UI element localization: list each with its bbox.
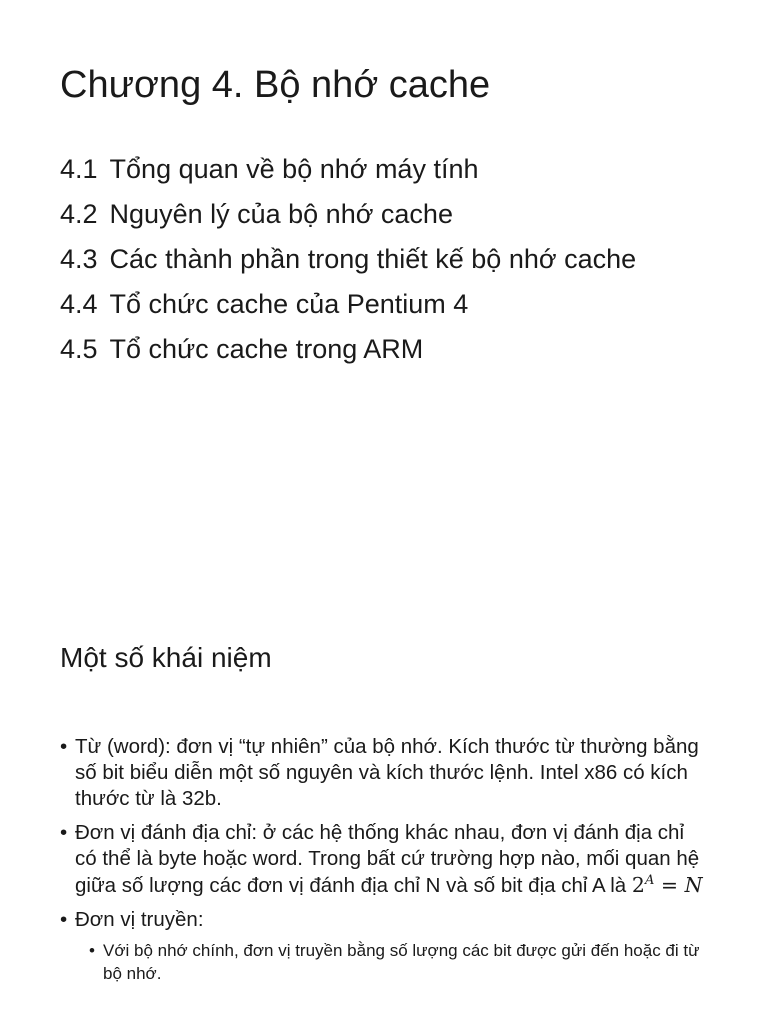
sub-bullet-text: Với bộ nhớ chính, đơn vị truyền bằng số lượng các bit được gửi đến hoặc đi từ bộ nhớ.: [103, 941, 700, 983]
toc-item-number: 4.3: [60, 244, 98, 274]
sub-bullet: [89, 939, 710, 985]
bullet-transfer-unit: [60, 907, 710, 985]
toc-item-number: 4.2: [60, 199, 98, 229]
toc-item: [60, 332, 700, 366]
bullet-text: Đơn vị đánh địa chỉ: ở các hệ thống khác nhau, đơn vị đánh địa chỉ có thể là byte hoặc word. Trong bất cứ trường hợp nào, mối quan hệ giữa số lượng các đơn vị đánh địa chỉ N và số bit địa chỉ A là: [75, 821, 700, 897]
formula-base: 2: [631, 873, 645, 897]
toc-item-text: Tổ chức cache của Pentium 4: [109, 289, 469, 319]
toc-item-number: 4.1: [60, 154, 98, 184]
table-of-contents: [60, 152, 700, 377]
toc-item-text: Nguyên lý của bộ nhớ cache: [109, 199, 453, 229]
formula: [632, 873, 703, 897]
toc-item-number: 4.5: [60, 334, 98, 364]
toc-item-text: Các thành phần trong thiết kế bộ nhớ cache: [109, 244, 637, 274]
toc-item: [60, 152, 700, 186]
formula-rhs: N: [684, 873, 703, 897]
toc-item: [60, 287, 700, 321]
formula-equals: =: [660, 873, 679, 897]
formula-exponent: A: [644, 873, 655, 888]
toc-item-text: Tổng quan về bộ nhớ máy tính: [109, 154, 479, 184]
chapter-title: Chương 4. Bộ nhớ cache: [60, 64, 491, 106]
bullet-list: [60, 734, 710, 993]
bullet-word: [60, 734, 710, 812]
toc-item-text: Tổ chức cache trong ARM: [109, 334, 424, 364]
toc-item: [60, 197, 700, 231]
bullet-text: Đơn vị truyền:: [75, 908, 204, 931]
bullet-mark: •: [60, 821, 68, 844]
toc-item: [60, 242, 700, 276]
toc-item-number: 4.4: [60, 289, 98, 319]
section-title: Một số khái niệm: [60, 642, 272, 673]
slide-concepts: [0, 600, 768, 1024]
sub-bullet-list: [75, 939, 710, 985]
bullet-mark: •: [60, 908, 68, 931]
sub-bullet-mark: •: [89, 941, 95, 960]
bullet-text: Từ (word): đơn vị “tự nhiên” của bộ nhớ. Kích thước từ thường bằng số bit biểu diễn một số nguyên và kích thước lệnh. Intel x86 có kích thước từ là 32b.: [75, 735, 699, 810]
bullet-mark: •: [60, 735, 68, 758]
bullet-addressing-unit: [60, 820, 710, 899]
